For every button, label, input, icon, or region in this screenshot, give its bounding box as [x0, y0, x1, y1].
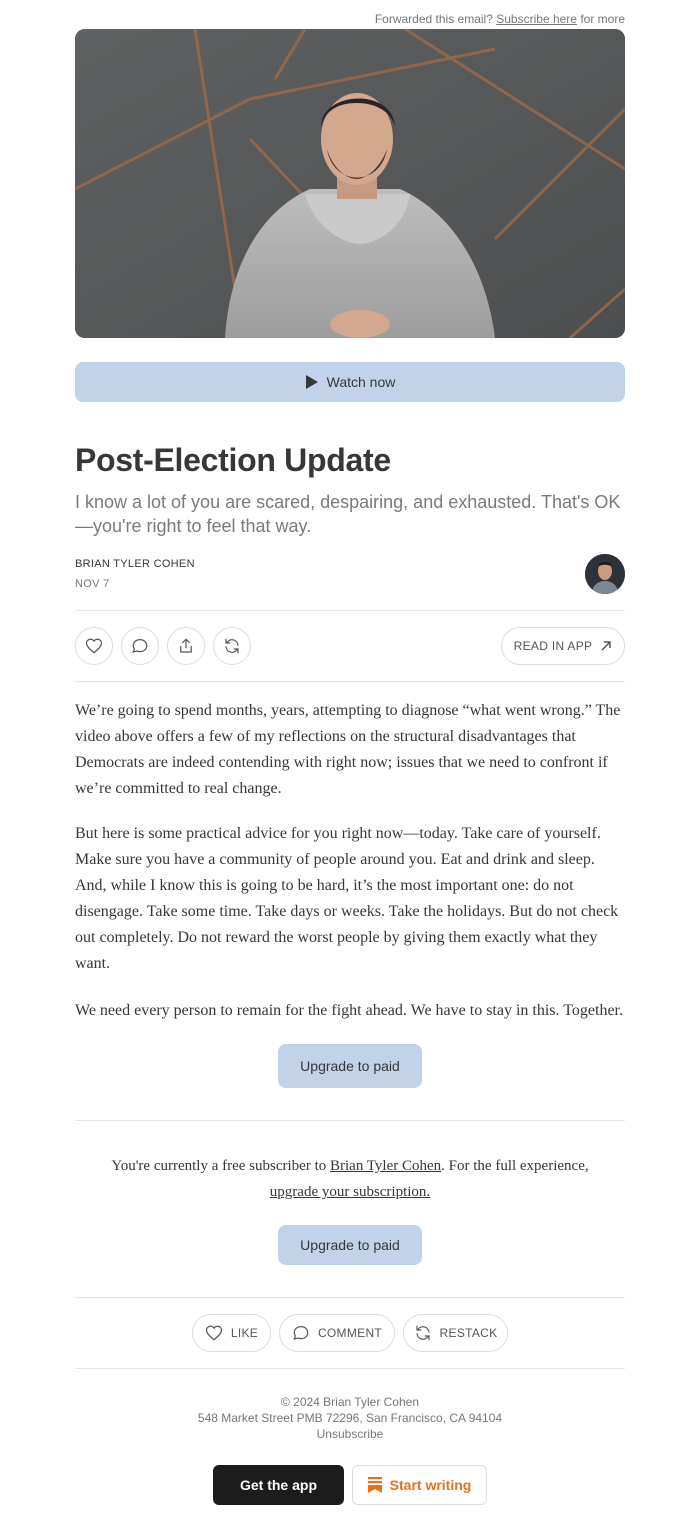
body-paragraph: We need every person to remain for the fight ahead. We have to stay in this. Together.	[75, 1002, 623, 1019]
body-paragraph: We’re going to spend months, years, attempting to diagnose “what went wrong.” The video above offers a few of my reflections on the structural disadvantages that Democrats are indeed contending with right now; issues that we need to confront if we’re committed to real change.	[75, 702, 621, 797]
post-subtitle: I know a lot of you are scared, despairing, and exhausted. That's OK —you're right to feel that way.	[75, 492, 621, 536]
body-paragraph: But here is some practical advice for you right now—today. Take care of yourself. Make sure you have a community of people around you. Eat and drink and sleep. And, while I know this is going to be hard, it’s the most important one: do not disengage. Take some time. Take days or weeks. Take the holidays. But do not check out completely. Do not reward the worst people by giving them exactly what they want.	[75, 825, 619, 972]
upgrade-subscription-link[interactable]: upgrade your subscription.	[269, 1184, 431, 1200]
restack-icon	[414, 1324, 432, 1342]
video-still-illustration	[75, 29, 625, 338]
upgrade-to-paid-button[interactable]: Upgrade to paid	[278, 1044, 422, 1088]
post-date: NOV 7	[75, 578, 110, 590]
divider	[75, 681, 625, 682]
divider	[75, 1297, 625, 1298]
upgrade-to-paid-button-secondary[interactable]: Upgrade to paid	[278, 1225, 422, 1265]
restack-button[interactable]	[213, 627, 251, 665]
comment-icon	[131, 637, 149, 655]
publication-link[interactable]: Brian Tyler Cohen	[330, 1158, 442, 1174]
subscribe-link[interactable]: Subscribe here	[496, 12, 577, 26]
like-button[interactable]	[75, 627, 113, 665]
heart-icon	[205, 1324, 223, 1342]
divider	[75, 610, 625, 611]
arrow-up-right-icon	[600, 640, 612, 652]
divider	[75, 1368, 625, 1369]
restack-pill-button[interactable]: RESTACK	[403, 1314, 508, 1352]
comment-icon	[292, 1324, 310, 1342]
share-icon	[177, 637, 195, 655]
read-in-app-button[interactable]: READ IN APP	[501, 627, 625, 665]
author-avatar[interactable]	[585, 554, 625, 594]
get-the-app-button[interactable]: Get the app	[213, 1465, 344, 1505]
start-writing-button[interactable]: Start writing	[352, 1465, 487, 1505]
footer-copyright: © 2024 Brian Tyler Cohen	[280, 1395, 420, 1409]
forward-notice: Forwarded this email? Subscribe here for more	[374, 12, 625, 26]
author-name[interactable]: BRIAN TYLER COHEN	[75, 558, 195, 570]
avatar-portrait	[585, 554, 625, 594]
substack-logo-icon	[368, 1477, 382, 1493]
divider	[75, 1120, 625, 1121]
share-button[interactable]	[167, 627, 205, 665]
post-title[interactable]: Post-Election Update	[75, 442, 391, 478]
comment-button[interactable]	[121, 627, 159, 665]
comment-pill-button[interactable]: COMMENT	[279, 1314, 395, 1352]
heart-icon	[85, 637, 103, 655]
play-icon	[305, 374, 319, 390]
watch-now-button[interactable]: Watch now	[75, 362, 625, 402]
like-pill-button[interactable]: LIKE	[192, 1314, 271, 1352]
video-thumbnail[interactable]	[75, 29, 625, 338]
footer-address: 548 Market Street PMB 72296, San Francisco, CA 94104	[197, 1411, 503, 1425]
free-subscriber-note: You're currently a free subscriber to Brian Tyler Cohen. For the full experience, upgrade your subscription.	[111, 1158, 589, 1200]
restack-icon	[223, 637, 241, 655]
unsubscribe-link[interactable]: Unsubscribe	[316, 1427, 384, 1441]
